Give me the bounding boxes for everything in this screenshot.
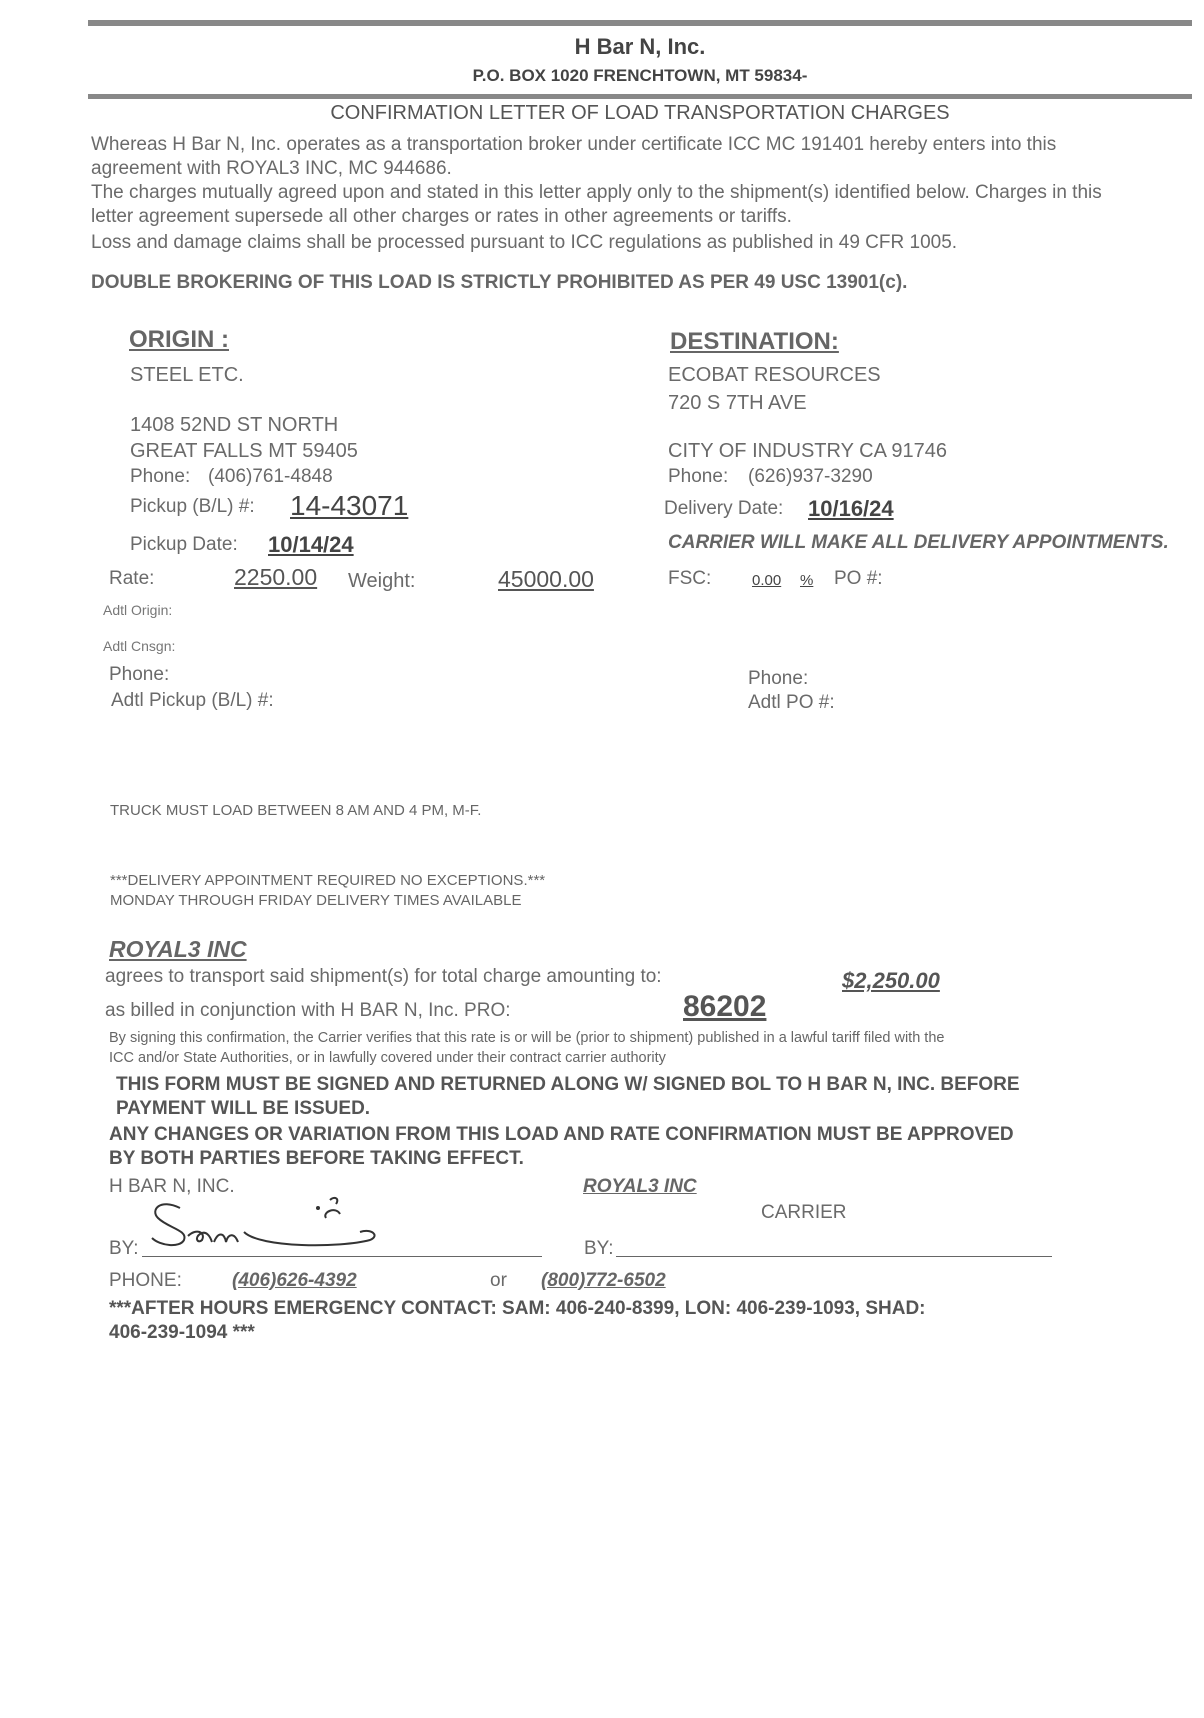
delivery-date: 10/16/24: [808, 496, 894, 521]
pickup-bl-number: 14-43071: [290, 490, 409, 521]
top-rule: [88, 20, 1192, 26]
origin-heading: ORIGIN :: [129, 326, 229, 353]
destination-heading: DESTINATION:: [670, 328, 839, 355]
carrier-label: CARRIER: [761, 1202, 847, 1223]
adtl-cnsgn-label: Adtl Cnsgn:: [103, 638, 176, 654]
delivery-date-label: Delivery Date:: [664, 498, 784, 519]
carrier-appointments-notice: CARRIER WILL MAKE ALL DELIVERY APPOINTMENTS.: [668, 532, 1169, 553]
billed-text: as billed in conjunction with H BAR N, Inc. PRO:: [105, 1000, 511, 1021]
changes-notice-2: BY BOTH PARTIES BEFORE TAKING EFFECT.: [109, 1148, 524, 1169]
header-rule: [88, 94, 1192, 99]
origin-phone: (406)761-4848: [208, 466, 333, 487]
pickup-bl-label: Pickup (B/L) #:: [130, 496, 255, 517]
intro-line-5: Loss and damage claims shall be processed pursuant to ICC regulations as published in 49 CFR 1005.: [91, 232, 958, 253]
carrier-signature-name: ROYAL3 INC: [583, 1176, 697, 1197]
adtl-origin-label: Adtl Origin:: [103, 602, 173, 618]
must-sign-notice-1: THIS FORM MUST BE SIGNED AND RETURNED ALONG W/ SIGNED BOL TO H BAR N, INC. BEFORE: [116, 1074, 1020, 1095]
document-title: CONFIRMATION LETTER OF LOAD TRANSPORTATION CHARGES: [330, 102, 950, 124]
fsc-label: FSC:: [668, 568, 712, 589]
emergency-contact-2: 406-239-1094 ***: [109, 1322, 255, 1343]
truck-load-note: TRUCK MUST LOAD BETWEEN 8 AM AND 4 PM, M-F.: [110, 802, 482, 819]
phone-label: PHONE:: [109, 1270, 182, 1291]
phone-number-1: (406)626-4392: [232, 1270, 357, 1291]
weight-label: Weight:: [348, 570, 416, 592]
company-name: H Bar N, Inc.: [574, 34, 706, 59]
signing-text-1: By signing this confirmation, the Carrier verifies that this rate is or will be (prior to shipment) published in a lawful tariff filed with the: [109, 1030, 945, 1046]
origin-phone-label: Phone:: [130, 466, 191, 487]
destination-street: 720 S 7TH AVE: [668, 392, 807, 414]
destination-phone-label: Phone:: [668, 466, 729, 487]
po-label: PO #:: [834, 568, 883, 589]
double-brokering-notice: DOUBLE BROKERING OF THIS LOAD IS STRICTLY PROHIBITED AS PER 49 USC 13901(c).: [91, 272, 908, 293]
emergency-contact-1: ***AFTER HOURS EMERGENCY CONTACT: SAM: 406-240-8399, LON: 406-239-1093, SHAD:: [109, 1298, 926, 1319]
carrier-signature-line[interactable]: [616, 1256, 1052, 1257]
rate-value: 2250.00: [234, 564, 318, 590]
fsc-percent: %: [800, 572, 814, 589]
fsc-value: 0.00: [752, 572, 782, 589]
pro-number: 86202: [683, 990, 767, 1023]
pickup-date: 10/14/24: [268, 532, 354, 557]
must-sign-notice-2: PAYMENT WILL BE ISSUED.: [116, 1098, 371, 1119]
weight-value: 45000.00: [498, 566, 594, 592]
total-charge: $2,250.00: [842, 968, 940, 993]
intro-line-4: letter agreement supersede all other charges or rates in other agreements or tariffs.: [91, 206, 792, 227]
adtl-po-label: Adtl PO #:: [748, 692, 835, 713]
origin-street: 1408 52ND ST NORTH: [130, 414, 339, 436]
phone-number-2: (800)772-6502: [541, 1270, 666, 1291]
company-address: P.O. BOX 1020 FRENCHTOWN, MT 59834-: [472, 66, 808, 85]
changes-notice-1: ANY CHANGES OR VARIATION FROM THIS LOAD AND RATE CONFIRMATION MUST BE APPROVED: [109, 1124, 1014, 1145]
adtl-phone-left-label: Phone:: [109, 664, 170, 685]
by-right-label: BY:: [584, 1238, 614, 1259]
signature-image: [140, 1188, 440, 1258]
by-left-label: BY:: [109, 1238, 139, 1259]
intro-line-1: Whereas H Bar N, Inc. operates as a transportation broker under certificate ICC MC 191401 hereby enters into this: [91, 134, 1057, 155]
destination-phone: (626)937-3290: [748, 466, 873, 487]
origin-name: STEEL ETC.: [130, 364, 244, 386]
adtl-phone-right-label: Phone:: [748, 668, 809, 689]
destination-city: CITY OF INDUSTRY CA 91746: [668, 440, 947, 462]
intro-line-2: agreement with ROYAL3 INC, MC 944686.: [91, 158, 452, 179]
phone-or: or: [490, 1270, 507, 1291]
pickup-date-label: Pickup Date:: [130, 534, 238, 555]
rate-label: Rate:: [109, 568, 155, 589]
origin-city: GREAT FALLS MT 59405: [130, 440, 358, 462]
signing-text-2: ICC and/or State Authorities, or in lawfully covered under their contract carrier authority: [109, 1050, 666, 1066]
carrier-name: ROYAL3 INC: [109, 936, 247, 962]
destination-name: ECOBAT RESOURCES: [668, 364, 881, 386]
delivery-times-note: MONDAY THROUGH FRIDAY DELIVERY TIMES AVAILABLE: [110, 892, 522, 909]
broker-name: H BAR N, INC.: [109, 1176, 235, 1197]
adtl-pickup-label: Adtl Pickup (B/L) #:: [111, 690, 274, 711]
intro-line-3: The charges mutually agreed upon and stated in this letter apply only to the shipment(s) identified below. Charges in this: [91, 182, 1102, 203]
delivery-appointment-note: ***DELIVERY APPOINTMENT REQUIRED NO EXCEPTIONS.***: [110, 872, 546, 889]
agrees-text: agrees to transport said shipment(s) for total charge amounting to:: [105, 966, 662, 987]
